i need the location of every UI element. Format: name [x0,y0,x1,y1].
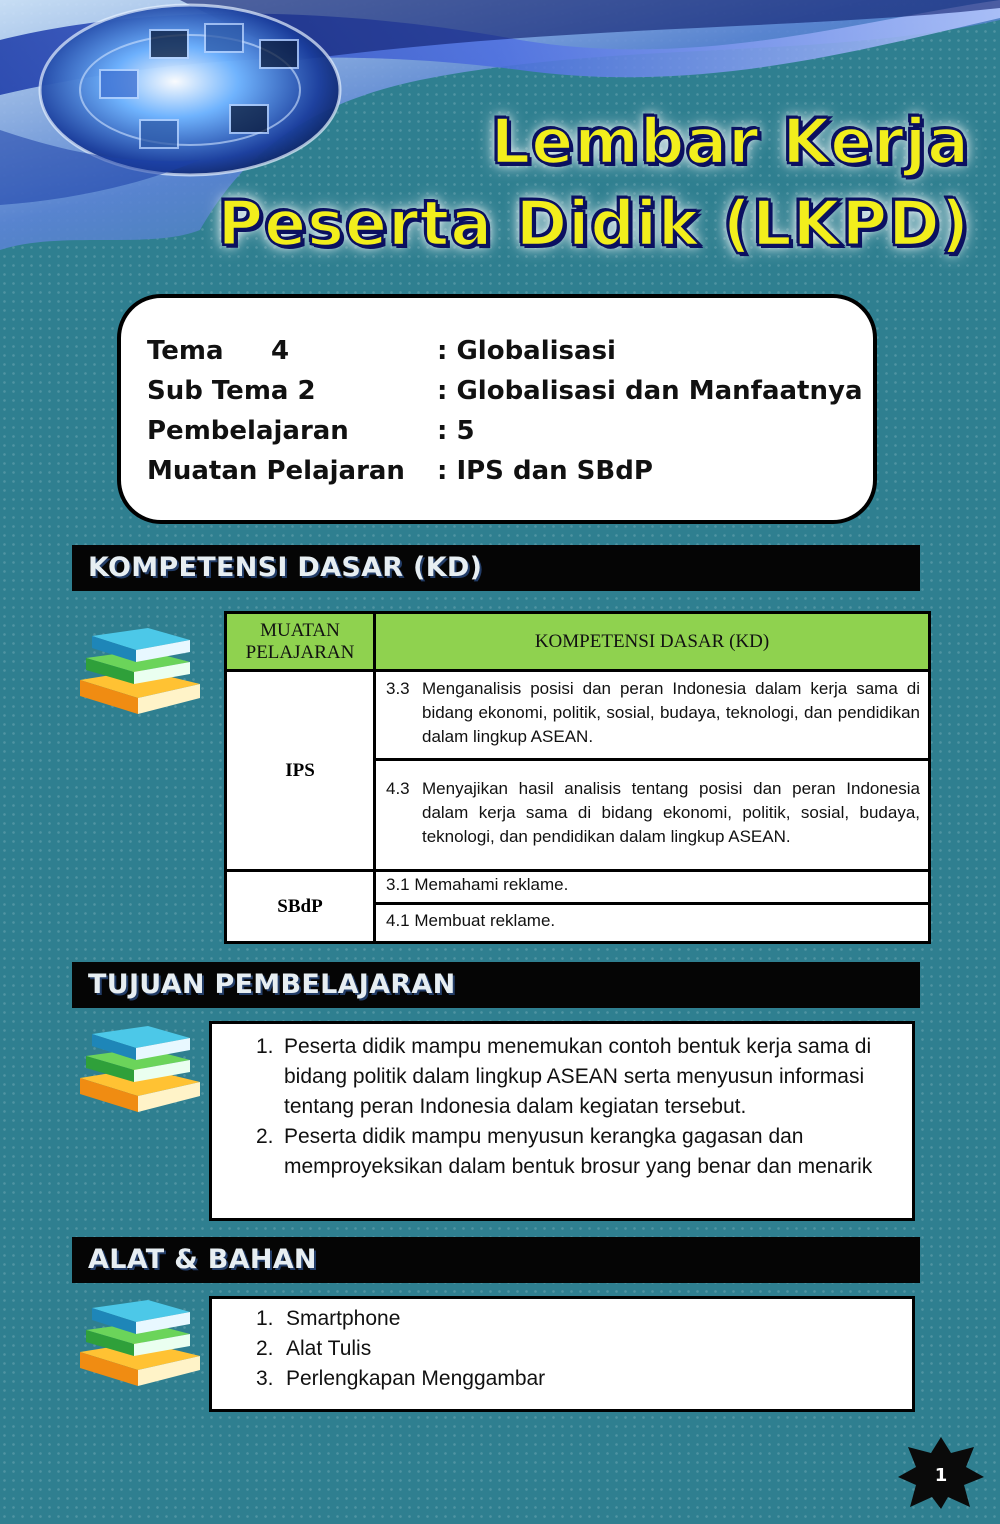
tema-label: Tema [147,336,224,366]
subtema-label: Sub Tema 2 [147,376,316,406]
list-text: Perlengkapan Menggambar [286,1367,546,1390]
muatan-sbdp: SBdP [226,871,375,943]
page-number-badge [896,1435,986,1510]
kd-text: Menyajikan hasil analisis tentang posisi dan peran Indonesia dalam kerja sama di bidang ekonomi, politik, sosial, budaya, teknologi, dan pendidikan dalam lingkup ASEAN. [422,779,920,846]
list-number: 3. [256,1367,274,1390]
subtema-value: : Globalisasi dan Manfaatnya [437,376,863,406]
kd-code: 4.3 [386,779,410,798]
tema-number: 4 [271,336,290,366]
list-text: Peserta didik mampu menemukan contoh bentuk kerja sama di bidang politik dalam lingkup ASEAN serta menyusun informasi tentang peran Indonesia dalam kegiatan tersebut. [284,1035,872,1118]
pembelajaran-value: : 5 [437,416,475,446]
kd-text: Menganalisis posisi dan peran Indonesia dalam kerja sama di bidang ekonomi, politik, sosial, budaya, teknologi, dan pendidikan dalam lingkup ASEAN. [422,679,920,746]
table-row [226,871,930,904]
kd-ips-4-3 [375,760,930,871]
tujuan-list-box [209,1021,915,1221]
kd-sbdp-4-1: 4.1 Membuat reklame. [375,904,930,943]
list-text: Peserta didik mampu menyusun kerangka gagasan dan memproyeksikan dalam bentuk brosur yang benar dan menarik [284,1125,873,1178]
books-icon [72,1016,202,1116]
list-number: 2. [256,1125,274,1148]
list-number: 1. [256,1307,274,1330]
pembelajaran-label: Pembelajaran [147,416,349,446]
kd-ips-3-3 [375,671,930,760]
alat-bahan-list-box [209,1296,915,1412]
tujuan-pembelajaran-heading: TUJUAN PEMBELAJARAN [72,962,920,1008]
title-line-2: Peserta Didik (LKPD) [217,187,970,260]
title-line-1: Lembar Kerja [490,105,970,178]
list-text: Smartphone [286,1307,401,1330]
list-item [256,1364,894,1394]
list-number: 1. [256,1035,274,1058]
kompetensi-dasar-heading: KOMPETENSI DASAR (KD) [72,545,920,591]
table-row [226,671,930,760]
books-icon [72,618,202,718]
list-item [256,1032,894,1122]
alat-bahan-heading: ALAT & BAHAN [72,1237,920,1283]
list-number: 2. [256,1337,274,1360]
list-item [256,1304,894,1334]
list-text: Alat Tulis [286,1337,372,1360]
muatan-label: Muatan Pelajaran [147,456,405,486]
muatan-ips: IPS [226,671,375,871]
page-number: 1 [934,1465,948,1486]
books-icon [72,1290,202,1390]
col-header-kd: KOMPETENSI DASAR (KD) [375,613,930,671]
col-header-muatan: MUATAN PELAJARAN [226,613,375,671]
kompetensi-dasar-table [224,611,931,944]
tema-value: : Globalisasi [437,336,616,366]
list-item [256,1122,894,1182]
list-item [256,1334,894,1364]
lesson-info-box [117,294,877,524]
kd-code: 3.3 [386,679,410,698]
muatan-value: : IPS dan SBdP [437,456,653,486]
kd-sbdp-3-1: 3.1 Memahami reklame. [375,871,930,904]
